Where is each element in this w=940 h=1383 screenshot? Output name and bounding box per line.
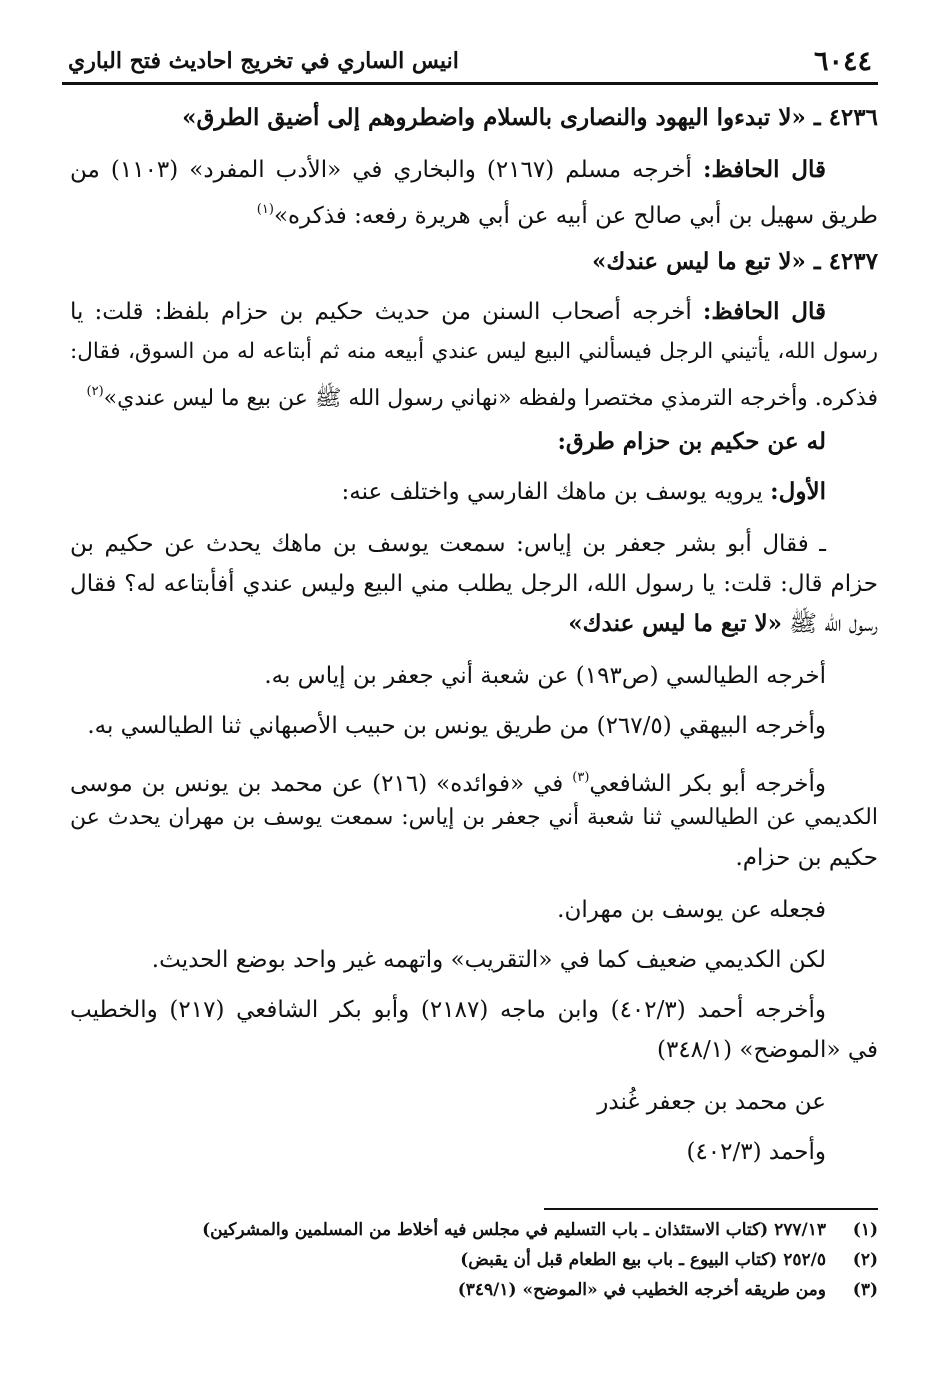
- hadith-heading-4236: ٤٢٣٦ ـ «لا تبدءوا اليهود والنصارى بالسلام واضطروهم إلى أضيق الطرق»: [182, 104, 878, 131]
- text-line: حكيم بن حزام.: [735, 845, 878, 871]
- footnote-divider: [544, 1208, 878, 1210]
- footnote-text: ٢٥٢/٥ (كتاب البيوع ـ باب بيع الطعام قبل أن يقبض): [460, 1250, 826, 1270]
- book-title: انيس الساري في تخريج احاديث فتح الباري: [68, 48, 459, 74]
- page-header: [62, 40, 878, 85]
- footnote-ref: (٢): [86, 384, 104, 399]
- text-line: الأول: يرويه يوسف بن ماهك الفارسي واختلف عنه:: [341, 478, 826, 505]
- text-line: فذكره. وأخرجه الترمذي مختصرا ولفظه «نهاني رسول الله ﷺ عن بيع ما ليس عندي»$^{(٢)}$: [86, 384, 878, 411]
- footnote-number: (٢): [852, 1250, 878, 1270]
- text-line: وأخرجه أحمد (٤٠٢/٣) وابن ماجه (٢١٨٧) وأبو بكر الشافعي (٢١٧) والخطيب: [70, 997, 827, 1023]
- footnote-number: (١): [852, 1220, 878, 1240]
- text-line: رسول الله ﷺ «لا تبع ما ليس عندك»: [568, 610, 878, 637]
- text-line: حزام قال: قلت: يا رسول الله، الرجل يطلب مني البيع وليس عندي أفأبتاعه له؟ فقال: [70, 571, 878, 597]
- footnote-ref: (١): [256, 202, 274, 217]
- text-line: وأحمد (٤٠٢/٣): [686, 1139, 826, 1165]
- footnote-item: [460, 1248, 878, 1272]
- section-label: الأول:: [770, 478, 826, 505]
- footnote-text: ٢٧٧/١٣ (كتاب الاستئذان ـ باب التسليم في مجلس فيه أخلاط من المسلمين والمشركين): [202, 1220, 826, 1240]
- text-line: ـ فقال أبو بشر جعفر بن إياس: سمعت يوسف بن ماهك يحدث عن حكيم بن: [70, 531, 826, 557]
- text-line: طريق سهيل بن أبي صالح عن أبيه عن أبي هريرة رفعه: فذكره»$^{(١)}$: [256, 202, 878, 229]
- page-number: ٦٠٤٤: [813, 45, 872, 77]
- text-line: الكديمي عن الطيالسي ثنا شعبة أني جعفر بن إياس: سمعت يوسف بن مهران يحدث عن: [70, 805, 878, 830]
- text-line: رسول الله، يأتيني الرجل فيسألني البيع ليس عندي أبيعه منه ثم أبتاعه له من السوق، فقال:: [70, 339, 878, 364]
- text-line: أخرجه الطيالسي (ص١٩٣) عن شعبة أني جعفر بن إياس به.: [264, 663, 826, 689]
- footnote-number: (٣): [852, 1280, 878, 1300]
- text-line: وأخرجه أبو بكر الشافعي$^{(٣)}$ في «فوائده» (٢١٦) عن محمد بن يونس بن موسى: [70, 770, 826, 797]
- footnote-ref: (٣): [572, 770, 590, 785]
- text-line: قال الحافظ: أخرجه أصحاب السنن من حديث حكيم بن حزام بلفظ: قلت: يا: [70, 298, 826, 325]
- text-line: وأخرجه البيهقي (٢٦٧/٥) من طريق يونس بن حبيب الأصبهاني ثنا الطيالسي به.: [87, 713, 826, 739]
- hadith-quote: «لا تبع ما ليس عندك»: [568, 610, 782, 637]
- text-line: في «الموضح» (٣٤٨/١): [656, 1037, 878, 1063]
- speaker-label: قال الحافظ:: [702, 156, 827, 183]
- speaker-label: قال الحافظ:: [702, 298, 826, 325]
- text-line: لكن الكديمي ضعيف كما في «التقريب» واتهمه غير واحد بوضع الحديث.: [151, 947, 826, 973]
- footnote-item: [202, 1218, 878, 1242]
- text-line: قال الحافظ: أخرجه مسلم (٢١٦٧) والبخاري في «الأدب المفرد» (١١٠٣) من: [70, 156, 827, 183]
- hadith-heading-4237: ٤٢٣٧ ـ «لا تبع ما ليس عندك»: [592, 248, 878, 275]
- subheading: له عن حكيم بن حزام طرق:: [557, 428, 826, 455]
- text-line: عن محمد بن جعفر غُندر: [597, 1089, 826, 1115]
- footnote-item: [458, 1278, 878, 1302]
- text-line: فجعله عن يوسف بن مهران.: [557, 897, 826, 923]
- footnote-text: ومن طريقه أخرجه الخطيب في «الموضح» (٣٤٩/١): [457, 1280, 826, 1300]
